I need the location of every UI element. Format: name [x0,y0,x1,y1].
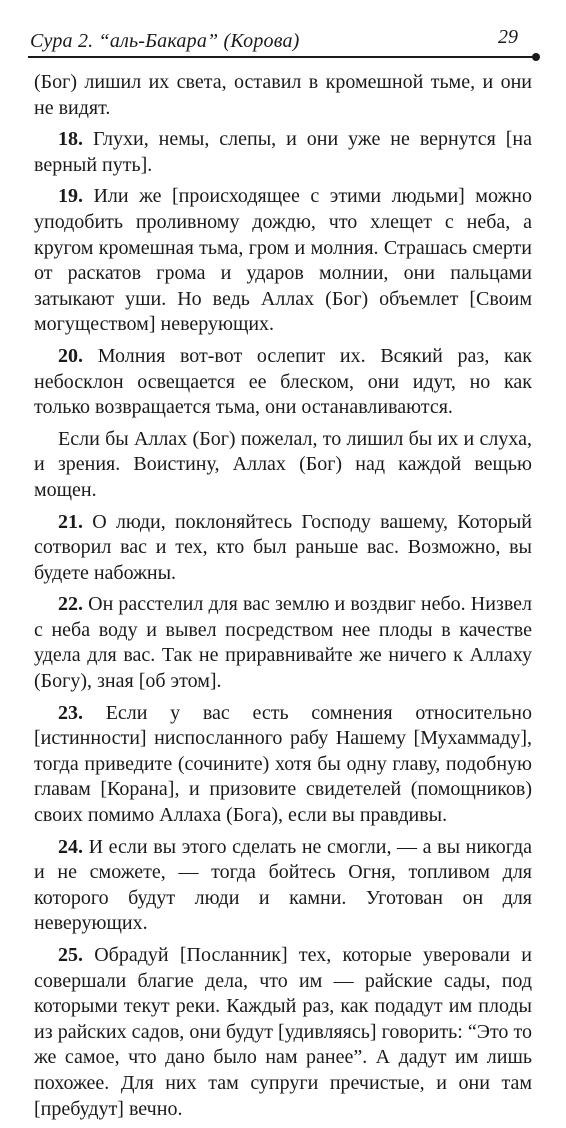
verse-20 [34,344,532,421]
verse-text: И если вы этого сделать не смогли, — а вы никогда и не сможете, — тогда бойтесь Огня, топливом для которого будут люди и камни. Уготован он для неверующих. [34,835,533,935]
verse-22 [34,592,532,694]
verse-19 [34,184,532,338]
page-body [34,70,532,1128]
verse-23 [34,701,532,829]
running-title: Сура 2. “аль-Бакара” (Корова) [30,30,300,52]
verse-text: (Бог) лишил их света, оставил в кромешной тьме, и они не видят. [34,71,532,119]
verse-text: Если бы Аллах (Бог) пожелал, то лишил бы их и слуха, и зрения. Воистину, Аллах (Бог) над каждой вещью мощен. [34,427,532,501]
verse-text: Если у вас есть сомнения относительно [истинности] ниспосланного рабу Нашему [Мухаммаду], тогда приведите (сочините) хотя бы одну главу, подобную главам [Корана], и призовите свидетелей (помощников) своих помимо Аллаха (Бога), если вы правдивы. [34,701,533,827]
verse-continuation [34,70,532,121]
verse-number: 23. [58,701,83,724]
verse-text: Или же [происходящее с этими людьми] можно уподобить проливному дождю, что хлещет с неба, а кругом кромешная тьма, гром и молния. Страшась смерти от раскатов грома и ударов молнии, они пальцами затыкают уши. Но ведь Аллах (Бог) объемлет [Своим могуществом] неверующих. [34,185,532,336]
verse-24 [34,835,532,937]
verse-number: 18. [58,128,83,151]
verse-text: Молния вот-вот ослепит их. Всякий раз, как небосклон освещается ее блеском, они идут, но как только возвращается тьма, они останавливаются. [34,344,532,419]
header-divider-end-dot [532,53,540,61]
verse-text: Глухи, немы, слепы, и они уже не вернутся [на верный путь]. [34,128,533,176]
verse-number: 19. [58,185,83,208]
verse-number: 22. [58,593,83,616]
verse-20-continuation [34,427,532,504]
page-header [28,24,536,56]
verse-18 [34,127,532,178]
verse-25 [34,943,532,1122]
verse-number: 25. [58,944,83,966]
verse-text: О люди, поклоняйтесь Господу вашему, Который сотворил вас и тех, кто был раньше вас. Возможно, вы будете набожны. [34,510,533,584]
page-number: 29 [498,26,518,48]
verse-number: 20. [58,344,83,367]
header-divider [28,56,536,58]
verse-text: Он расстелил для вас землю и воздвиг небо. Низвел с неба воду и вывел посредством нее плоды в качестве удела для вас. Так не приравнивайте же ничего к Аллаху (Богу), зная [об этом]. [34,593,533,693]
verse-text: Обрадуй [Посланник] тех, которые уверовали и совершали благие дела, что им — райские сады, под которыми текут реки. Каждый раз, как подадут им плоды из райских садов, они будут [удивляясь] говорить: “Это то же самое, что дано было нам ранее”. А дадут им лишь похожее. Для них там супруги пречистые, и они там [пребудут] вечно. [34,944,532,1120]
verse-number: 21. [58,510,83,533]
verse-number: 24. [58,835,83,858]
verse-21 [34,510,532,587]
